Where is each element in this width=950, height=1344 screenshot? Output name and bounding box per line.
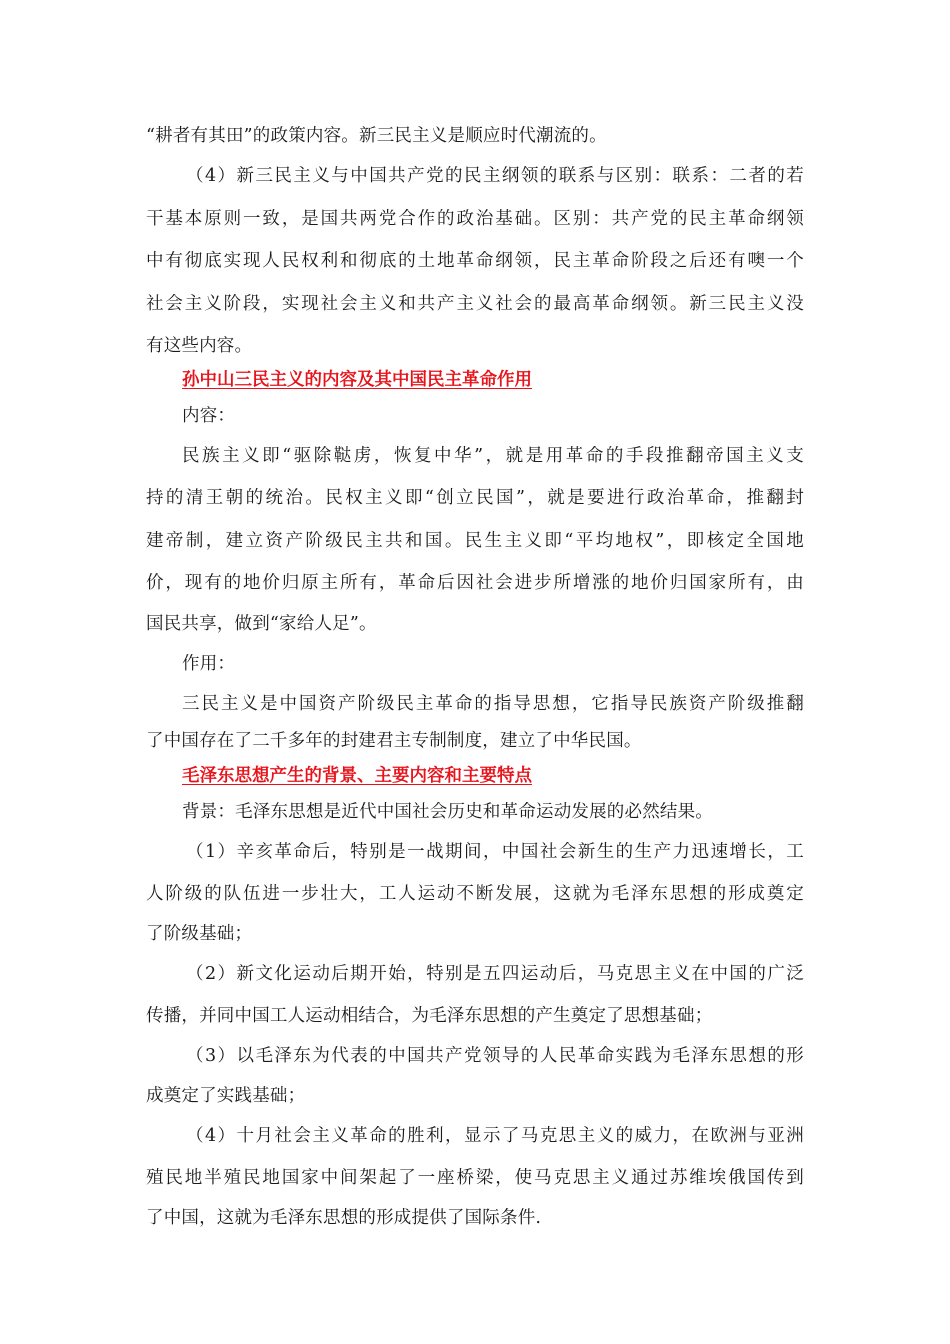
paragraph-line: （3）以毛泽东为代表的中国共产党领导的人民革命实践为毛泽东思想的形 <box>186 1046 804 1066</box>
paragraph-line: 作用： <box>182 654 236 674</box>
paragraph-line: （2）新文化运动后期开始，特别是五四运动后，马克思主义在中国的广泛 <box>186 964 804 984</box>
paragraph-line: 价，现有的地价归原主所有，革命后因社会进步所增涨的地价归国家所有，由 <box>146 573 804 593</box>
paragraph-line: 持的清王朝的统治。民权主义即“创立民国”，就是要进行政治革命，推翻封 <box>146 488 804 508</box>
paragraph-line: 传播，并同中国工人运动相结合，为毛泽东思想的产生奠定了思想基础； <box>146 1006 713 1026</box>
section-heading: 孙中山三民主义的内容及其中国民主革命作用 <box>182 370 532 390</box>
paragraph-line: （1）辛亥革命后，特别是一战期间，中国社会新生的生产力迅速增长，工 <box>186 842 804 862</box>
paragraph-line: 了阶级基础； <box>146 924 253 944</box>
paragraph-line: （4）新三民主义与中国共产党的民主纲领的联系与区别：联系：二者的若 <box>186 166 804 186</box>
paragraph-line: 社会主义阶段，实现社会主义和共产主义社会的最高革命纲领。新三民主义没 <box>146 294 804 314</box>
paragraph-line: “耕者有其田”的政策内容。新三民主义是顺应时代潮流的。 <box>146 126 607 146</box>
paragraph-line: 背景：毛泽东思想是近代中国社会历史和革命运动发展的必然结果。 <box>182 802 713 822</box>
paragraph-line: 内容： <box>182 406 236 426</box>
paragraph-line: 国民共享，做到“家给人足”。 <box>146 614 377 634</box>
paragraph-line: （4）十月社会主义革命的胜利，显示了马克思主义的威力，在欧洲与亚洲 <box>186 1126 804 1146</box>
paragraph-line: 三民主义是中国资产阶级民主革命的指导思想，它指导民族资产阶级推翻 <box>182 694 804 714</box>
paragraph-line: 了中国，这就为毛泽东思想的形成提供了国际条件. <box>146 1208 542 1228</box>
paragraph-line: 中有彻底实现人民权利和彻底的土地革命纲领，民主革命阶段之后还有噢一个 <box>146 251 804 271</box>
paragraph-line: 人阶级的队伍进一步壮大，工人运动不断发展，这就为毛泽东思想的形成奠定 <box>146 884 804 904</box>
section-heading: 毛泽东思想产生的背景、主要内容和主要特点 <box>182 766 532 786</box>
paragraph-line: 成奠定了实践基础； <box>146 1086 306 1106</box>
paragraph-line: 建帝制，建立资产阶级民主共和国。民生主义即“平均地权”，即核定全国地 <box>146 531 804 551</box>
paragraph-line: 民族主义即“驱除鞑虏，恢复中华”，就是用革命的手段推翻帝国主义支 <box>182 446 804 466</box>
paragraph-line: 殖民地半殖民地国家中间架起了一座桥梁，使马克思主义通过苏维埃俄国传到 <box>146 1168 804 1188</box>
paragraph-line: 有这些内容。 <box>146 336 253 356</box>
paragraph-line: 干基本原则一致，是国共两党合作的政治基础。区别：共产党的民主革命纲领 <box>146 209 804 229</box>
paragraph-line: 了中国存在了二千多年的封建君主专制制度，建立了中华民国。 <box>146 731 642 751</box>
